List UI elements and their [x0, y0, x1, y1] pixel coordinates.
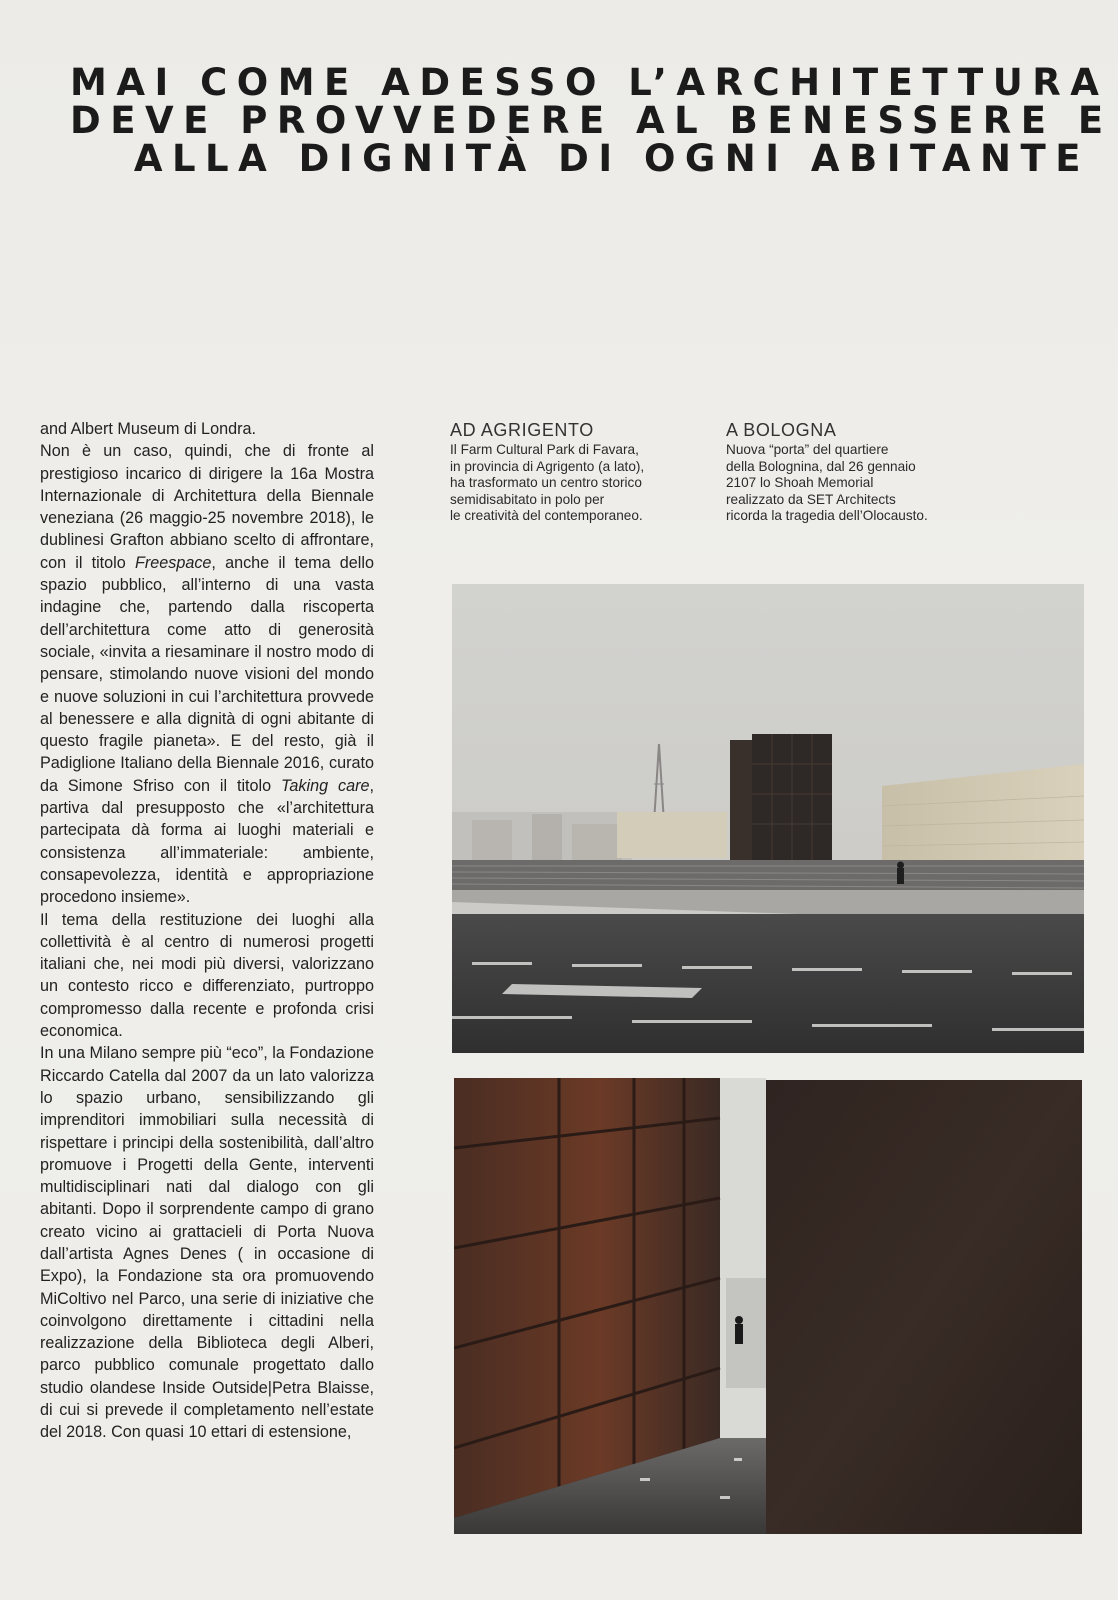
freespace-title: Freespace: [134, 553, 212, 572]
article-paragraph-3: Il tema della restituzione dei luoghi alla collettività è al centro di numerosi progetti italiani che, nei modi più diversi, valorizzano un contesto ricco e differenziato, purtroppo compromesso dalla recente e profonda crisi economica.: [40, 910, 374, 1041]
headline-line-3: ALLA DIGNITÀ DI OGNI ABITANTE: [133, 137, 1090, 180]
caption-bologna: [726, 420, 996, 525]
photo-memorial-corridor: [454, 1078, 766, 1534]
headline: [70, 61, 1113, 180]
caption-bologna-text: Nuova “porta” del quartiere della Bolognina, dal 26 gennaio 2107 lo Shoah Memorial realizzato da SET Architects ricorda la tragedia dell’Olocausto.: [726, 442, 928, 523]
photo-memorial-corridor-image: [454, 1078, 766, 1534]
photo-shoah-memorial-wide: [452, 584, 1084, 1053]
headline-line-1: MAI COME ADESSO L’ARCHITETTURA: [70, 61, 1109, 104]
caption-bologna-title: A BOLOGNA: [726, 420, 837, 440]
photo-shoah-memorial-wide-image: [452, 584, 1084, 1053]
article-paragraph-2-part-c: , partiva dal presupposto che «l’architettura partecipata dà forma ai luoghi materiali e consistenza all’immateriale: ambiente, consapevolezza, identità e appropriazione procedono insieme».: [40, 776, 374, 907]
taking-care-title: Taking care: [281, 776, 370, 795]
article-body: [40, 418, 374, 1444]
article-paragraph-2-part-b: , anche il tema dello spazio pubblico, all’interno di una vasta indagine che, partendo dalla riscoperta dell’architettura come atto di generosità sociale, «invita a riesaminare il nostro modo di pensare, stimolando nuove visioni del mondo e nuove soluzioni in cui l’architettura provvede al benessere e alla dignità di ogni abitante di questo fragile pianeta». E del resto, già il Padiglione Italiano della Biennale 2016, curato da Simone Sfriso con il titolo: [40, 553, 374, 795]
article-paragraph-2-part-a: Non è un caso, quindi, che di fronte al prestigioso incarico di dirigere la 16a Mostra Internazionale di Architettura della Biennale veneziana (26 maggio-25 novembre 2018), le dublinesi Grafton abbiano scelto di affrontare, con il titolo: [40, 442, 374, 572]
photo-memorial-wall: [766, 1080, 1082, 1534]
caption-agrigento-text: Il Farm Cultural Park di Favara, in provincia di Agrigento (a lato), ha trasformato un centro storico semidisabitato in polo per le creatività del contemporaneo.: [450, 442, 645, 523]
article-paragraph-2: [40, 440, 374, 908]
caption-agrigento-title: AD AGRIGENTO: [450, 420, 594, 440]
article-paragraph-1: and Albert Museum di Londra.: [40, 420, 256, 438]
article-paragraph-4: In una Milano sempre più “eco”, la Fondazione Riccardo Catella dal 2007 da un lato valorizza lo spazio urbano, sensibilizzando gli imprenditori immobiliari sulla necessità di rispettare i principi della sostenibilità, dall’altro promuove i Progetti della Gente, interventi multidisciplinari nati dal dialogo con gli abitanti. Dopo il sorprendente campo di grano creato vicino ai grattacieli di Porta Nuova dall’artista Agnes Denes ( in occasione di Expo), la Fondazione sta ora promuovendo MiColtivo nel Parco, una serie di iniziative che coinvolgono direttamente i cittadini nella realizzazione della Biblioteca degli Alberi, parco pubblico comunale progettato dallo studio olandese Inside Outside|Petra Blaisse, di cui si prevede il completamento nell’estate del 2018. Con quasi 10 ettari di estensione,: [40, 1044, 374, 1442]
photo-memorial-wall-image: [766, 1080, 1082, 1534]
caption-agrigento: [450, 420, 710, 525]
headline-line-2: DEVE PROVVEDERE AL BENESSERE E: [70, 99, 1113, 142]
